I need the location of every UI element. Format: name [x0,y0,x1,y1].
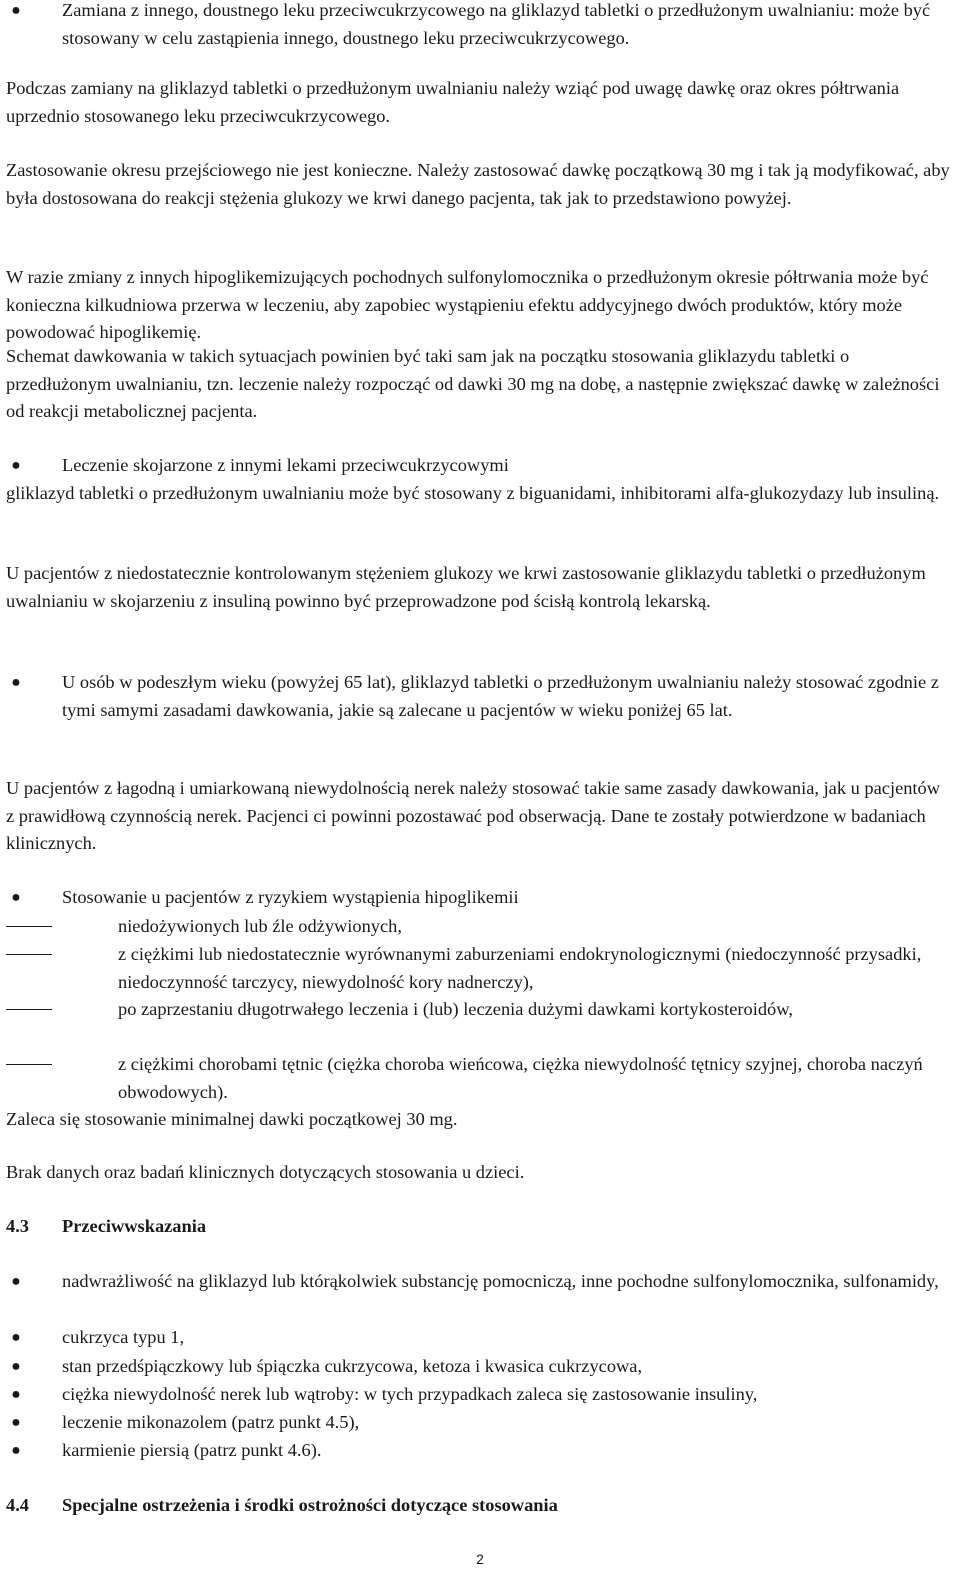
page-number: 2 [476,1551,484,1567]
section-title: Przeciwwskazania [62,1216,207,1236]
section-heading-4-3 [6,1213,206,1241]
bullet-elderly [6,669,952,724]
paragraph-insulin-control: U pacjentów z niedostatecznie kontrolowanym stężeniem glukozy we krwi zastosowanie gliklazydu tabletki o przedłużonym uwalnianiu w skojarzeniu z insuliną powinno być przeprowadzone pod ścisłą kontrolą lekarską. [6,563,926,611]
bullet-icon: ● [11,1442,21,1459]
bullet-icon: ● [11,1386,21,1403]
section-number: 4.4 [6,1495,29,1515]
paragraph-sulfonylurea-switch: W razie zmiany z innych hipoglikemizujących pochodnych sulfonylomocznika o przedłużonym okresie półtrwania może być konieczna kilkudniowa przerwa w leczeniu, aby zapobiec wystąpieniu efektu addycyjnego dwóch produktów, który może powodować hipoglikemię. [6,267,929,342]
paragraph-transition: Zastosowanie okresu przejściowego nie jest konieczne. Należy zastosować dawkę początkową 30 mg i tak ją modyfikować, aby była dostosowana do reakcji stężenia glukozy we krwi danego pacjenta, tak jak to przedstawiono powyżej. [6,160,950,208]
bullet-icon: ● [11,1358,21,1375]
section-number: 4.3 [6,1216,29,1236]
risk-list-item: z ciężkimi chorobami tętnic (ciężka choroba wieńcowa, ciężka niewydolność tętnicy szyjnej, choroba naczyń obwodowych). [6,1051,952,1106]
bullet-text: Zamiana z innego, doustnego leku przeciwcukrzycowego na gliklazyd tabletki o przedłużonym uwalnianiu: może być stosowany w celu zastąpienia innego, doustnego leku przeciwcukrzycowego. [62,0,931,48]
contraindication-item: ● leczenie mikonazolem (patrz punkt 4.5), [6,1409,952,1437]
bullet-text: Leczenie skojarzone z innymi lekami przeciwcukrzycowymi [62,455,509,475]
bullet-icon: ● [11,1414,21,1431]
risk-list-item: z ciężkimi lub niedostatecznie wyrównanymi zaburzeniami endokrynologicznymi (niedoczynność przysadki, niedoczynność tarczycy, niewydolność kory nadnerczy), [6,941,952,996]
dash-icon [6,954,52,955]
paragraph-combination: gliklazyd tabletki o przedłużonym uwalnianiu może być stosowany z biguanidami, inhibitorami alfa-glukozydazy lub insuliną. [6,483,940,503]
bullet-icon: ● [11,457,21,474]
bullet-hypoglycemia-risk [6,884,952,912]
contraindication-item: ● cukrzyca typu 1, [6,1324,952,1352]
contraindication-item: ● ciężka niewydolność nerek lub wątroby: w tych przypadkach zaleca się zastosowanie insuliny, [6,1381,952,1409]
bullet-text: U osób w podeszłym wieku (powyżej 65 lat), gliklazyd tabletki o przedłużonym uwalnianiu należy stosować zgodnie z tymi samymi zasadami dawkowania, jakie są zalecane u pacjentów w wieku poniżej 65 lat. [62,672,939,720]
section-heading-4-4 [6,1492,558,1520]
dash-icon [6,1064,52,1065]
bullet-text: Stosowanie u pacjentów z ryzykiem wystąpienia hipoglikemii [62,887,519,907]
section-title: Specjalne ostrzeżenia i środki ostrożności dotyczące stosowania [62,1495,558,1515]
bullet-icon: ● [11,1273,21,1290]
bullet-icon: ● [11,2,21,19]
contraindication-item: ● nadwrażliwość na gliklazyd lub którąkolwiek substancję pomocniczą, inne pochodne sulfonylomocznika, sulfonamidy, [6,1268,952,1296]
paragraph-children: Brak danych oraz badań klinicznych dotyczących stosowania u dzieci. [6,1162,525,1182]
bullet-combination [6,452,952,480]
bullet-icon: ● [11,674,21,691]
risk-list-item: niedożywionych lub źle odżywionych, [6,913,952,941]
paragraph-dosing-scheme: Schemat dawkowania w takich sytuacjach powinien być taki sam jak na początku stosowania gliklazydu tabletki o przedłużonym uwalnianiu, tzn. leczenie należy rozpocząć od dawki 30 mg na dobę, a następnie zwiększać dawkę w zależności od reakcji metabolicznej pacjenta. [6,346,940,421]
paragraph-switch-dose: Podczas zamiany na gliklazyd tabletki o przedłużonym uwalnianiu należy wziąć pod uwagę dawkę oraz okres półtrwania uprzednio stosowanego leku przeciwcukrzycowego. [6,78,900,126]
bullet-switch-drug [6,0,952,52]
dash-icon [6,926,52,927]
dash-icon [6,1009,52,1010]
bullet-icon: ● [11,889,21,906]
paragraph-min-dose: Zaleca się stosowanie minimalnej dawki początkowej 30 mg. [6,1109,458,1129]
paragraph-renal: U pacjentów z łagodną i umiarkowaną niewydolnością nerek należy stosować takie same zasady dawkowania, jak u pacjentów z prawidłową czynnością nerek. Pacjenci ci powinni pozostawać pod obserwacją. Dane te zostały potwierdzone w badaniach klinicznych. [6,778,941,853]
risk-list-item: po zaprzestaniu długotrwałego leczenia i (lub) leczenia dużymi dawkami kortykosteroidów, [6,996,952,1024]
bullet-icon: ● [11,1329,21,1346]
contraindication-item: ● karmienie piersią (patrz punkt 4.6). [6,1437,952,1465]
contraindication-item: ● stan przedśpiączkowy lub śpiączka cukrzycowa, ketoza i kwasica cukrzycowa, [6,1353,952,1381]
